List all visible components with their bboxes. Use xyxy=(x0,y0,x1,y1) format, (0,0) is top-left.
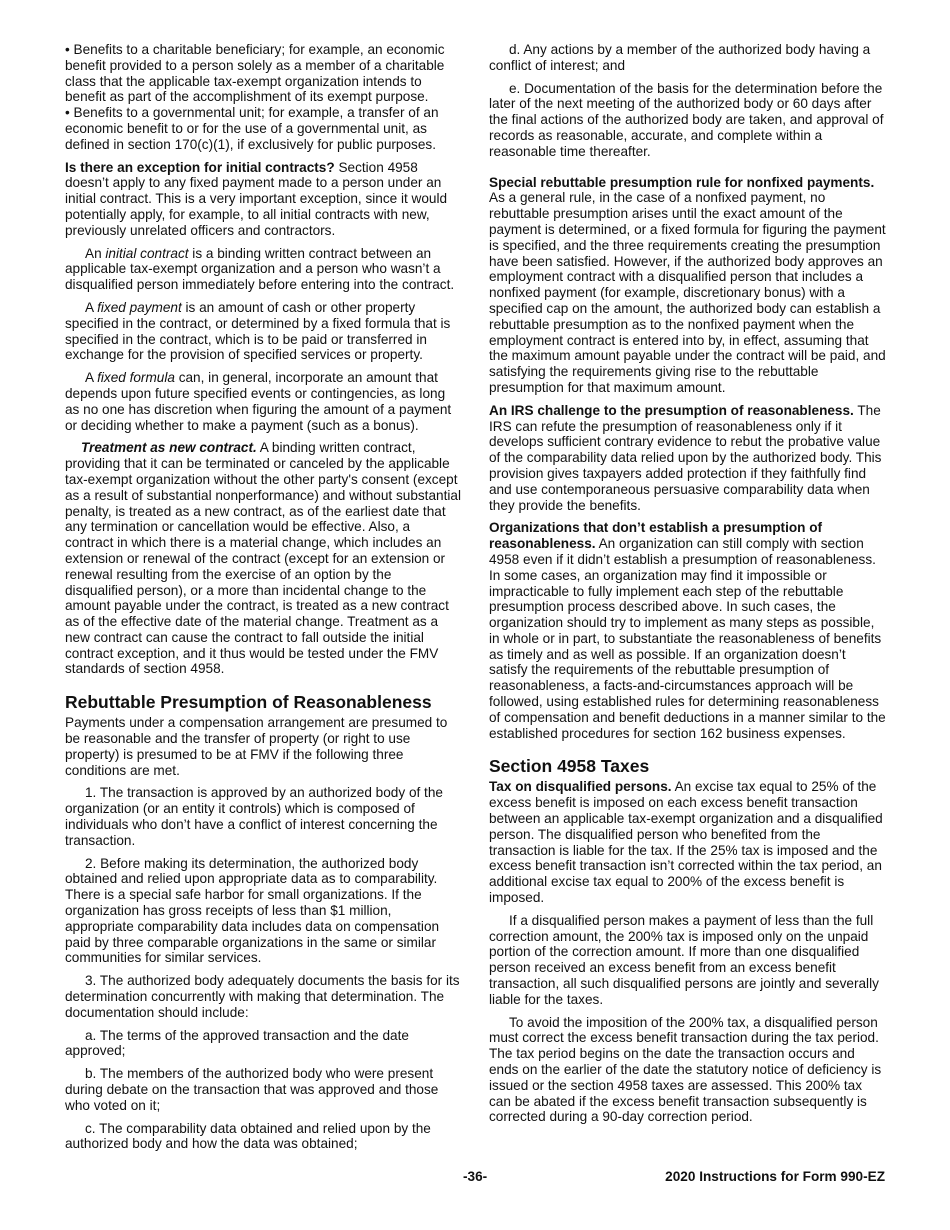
partial-payment-paragraph: If a disqualified person makes a payment of less than the full correction amount, the 200% tax is imposed only on the unpaid portion of the correction amount. If more than one disqualified person received an excess benefit from an excess benefit transaction, all such disqualified persons are jointly and severally liable for the taxes. xyxy=(489,912,879,1007)
nonfixed-payments-paragraph xyxy=(489,175,886,396)
documentation-item-c: c. The comparability data obtained and relied upon by the authorized body and how the data was obtained; xyxy=(65,1120,431,1152)
term-initial-contract: initial contract xyxy=(105,245,189,261)
term-fixed-payment: fixed payment xyxy=(97,299,182,315)
new-contract-text: A binding written contract, providing that it can be terminated or canceled by the applicable tax-exempt organization without the other party's consent (except as a result of substantial nonperformance) and without substantial penalty, is treated as a new contract, as of the earliest date that any termination or cancellation would be effective. Also, a contract in which there is a material change, which includes an extension or renewal of the contract (except for an extension or renewal resulting from the exercise of an option by the disqualified person), or a more than incidental change to the amount payable under the contract, is treated as a new contract as of the effective date of the material change. Treatment as a new contract can cause the contract to fall outside the initial contract exception, and it thus would be tested under the FMV standards of section 4958. xyxy=(65,440,461,677)
documentation-item-a: a. The terms of the approved transaction and the date approved; xyxy=(65,1027,409,1059)
disqualified-persons-paragraph xyxy=(489,779,886,905)
new-contract-heading: Treatment as new contract. xyxy=(81,440,257,456)
benefit-bullet-list xyxy=(65,42,461,153)
left-column xyxy=(65,42,461,1159)
def-pre: A xyxy=(85,299,98,315)
condition-1: 1. The transaction is approved by an authorized body of the organization (or an entity it controls) which is composed of individuals who don’t have a conflict of interest concerning the transaction. xyxy=(65,785,443,848)
bullet-governmental-unit: • Benefits to a governmental unit; for example, a transfer of an economic benefit to or for the use of a governmental unit, as defined in section 170(c)(1), if exclusively for public purposes. xyxy=(65,105,439,152)
nonfixed-payments-text: As a general rule, in the case of a nonfixed payment, no rebuttable presumption arises until the exact amount of the payment is determined, or a fixed formula for figuring the payment is specified, and the three requirements creating the presumption have been satisfied. However, if the authorized body approves an employment contract with a disqualified person that includes a nonfixed payment (for example, discretionary bonus) with a specified cap on the amount, the authorized body can establish a rebuttable presumption as to the nonfixed payment when the employment contract is entered into by, in effect, assuming that the maximum amount payable under the contract will be paid, and satisfying the requirements giving rise to the rebuttable presumption for that maximum amount. xyxy=(489,190,886,395)
fixed-payment-definition xyxy=(65,300,461,363)
documentation-item-e: e. Documentation of the basis for the determination before the later of the next meeting of the authorized body or 60 days after the final actions of the authorized body are taken, and approval of records as reasonable, accurate, and complete within a reasonable time thereafter. xyxy=(489,80,884,159)
rebuttable-presumption-heading: Rebuttable Presumption of Reasonableness xyxy=(65,692,432,713)
def-post: is an amount of cash or other property specified in the contract, or determined by a fixed formula that is specified in the contract, which is to be paid or transferred in exchange for the provision of specified services or property. xyxy=(65,299,451,363)
def-post: is a binding written contract between an applicable tax-exempt organization and a person who wasn’t a disqualified person immediately before entering into the contract. xyxy=(65,245,455,293)
avoid-tax-paragraph: To avoid the imposition of the 200% tax, a disqualified person must correct the excess benefit transaction during the tax period. The tax period begins on the date the transaction occurs and ends on the earlier of the date the statutory notice of deficiency is issued or the section 4958 taxes are assessed. This 200% tax can be abated if the excess benefit transaction subsequently is corrected during a 90-day correction period. xyxy=(489,1014,882,1125)
disqualified-persons-text: An excise tax equal to 25% of the excess benefit is imposed on each excess benefit transaction between an applicable tax-exempt organization and a disqualified person. The disqualified person who benefited from the transaction is liable for the tax. If the 25% tax is imposed and the excess benefit transaction isn’t corrected within the tax period, an additional excise tax equal to 200% of the excess benefit is imposed. xyxy=(489,779,883,906)
rebuttable-presumption-intro: Payments under a compensation arrangement are presumed to be reasonable and the transfer of property (or right to use property) is presumed to be at FMV if the following three conditions are met. xyxy=(65,715,448,778)
disqualified-persons-heading: Tax on disqualified persons. xyxy=(489,779,672,795)
documentation-item-b: b. The members of the authorized body who were present during debate on the transaction that was approved and those who voted on it; xyxy=(65,1066,439,1113)
spacer xyxy=(489,167,886,175)
irs-challenge-text: The IRS can refute the presumption of reasonableness only if it develops sufficient contrary evidence to rebut the probative value of the comparability data relied upon by the authorized body. This provision gives taxpayers added protection if they faithfully find and use contemporaneous persuasive comparability data when they provide the benefits. xyxy=(489,402,882,513)
no-presumption-paragraph xyxy=(489,520,886,741)
condition-3: 3. The authorized body adequately documents the basis for its determination concurrently with making that determination. The documentation should include: xyxy=(65,973,460,1020)
term-fixed-formula: fixed formula xyxy=(97,370,175,386)
fixed-formula-definition xyxy=(65,370,461,433)
bullet-charitable-beneficiary: • Benefits to a charitable beneficiary; for example, an economic benefit provided to a person solely as a member of a charitable class that the applicable tax-exempt organization intends to benefit as part of the accomplishment of its exempt purpose. xyxy=(65,42,445,105)
def-post: can, in general, incorporate an amount that depends upon future specified events or contingencies, as long as no one has discretion when figuring the amount of a payment or deciding whether to make a payment (such as a bonus). xyxy=(65,370,452,433)
right-column xyxy=(489,42,886,1132)
nonfixed-payments-heading: Special rebuttable presumption rule for nonfixed payments. xyxy=(489,174,875,190)
no-presumption-text: An organization can still comply with section 4958 even if it didn’t establish a presumption of reasonableness. In some cases, an organization may find it impossible or impracticable to fully implement each step of the rebuttable presumption process described above. In such cases, the organization should try to implement as many steps as possible, in whole or in part, to substantiate the reasonableness of benefits as timely and as well as possible. If an organization doesn’t satisfy the requirements of the rebuttable presumption of reasonableness, a facts-and-circumstances approach will be followed, using established rules for determining reasonableness of compensation and benefit deductions in a manner similar to the established procedures for section 162 business expenses. xyxy=(489,536,886,741)
def-pre: An xyxy=(85,245,106,261)
initial-contracts-paragraph xyxy=(65,160,461,239)
no-presumption-heading: Organizations that don’t establish a presumption of reasonableness. xyxy=(489,520,823,552)
initial-contracts-text: Section 4958 doesn’t apply to any fixed payment made to a person under an initial contract. This is a very important exception, since it would potentially apply, for example, to all initial contracts with new, previously unrelated officers and contractors. xyxy=(65,159,448,238)
initial-contracts-heading: Is there an exception for initial contracts? xyxy=(65,159,335,175)
def-pre: A xyxy=(85,370,98,386)
irs-challenge-heading: An IRS challenge to the presumption of reasonableness. xyxy=(489,402,854,418)
irs-challenge-paragraph xyxy=(489,403,886,514)
section-4958-taxes-heading: Section 4958 Taxes xyxy=(489,756,650,777)
document-title: 2020 Instructions for Form 990-EZ xyxy=(665,1169,885,1184)
initial-contract-definition xyxy=(65,246,461,293)
documentation-item-d: d. Any actions by a member of the authorized body having a conflict of interest; and xyxy=(489,42,871,73)
condition-2: 2. Before making its determination, the authorized body obtained and relied upon appropriate data as to comparability. There is a special safe harbor for small organizations. If the organization has gross receipts of less than $1 million, appropriate comparability data includes data on compensation paid by three comparable organizations in the same or similar communities for similar services. xyxy=(65,855,440,966)
page-number: -36- xyxy=(463,1169,488,1184)
new-contract-paragraph xyxy=(65,440,461,677)
